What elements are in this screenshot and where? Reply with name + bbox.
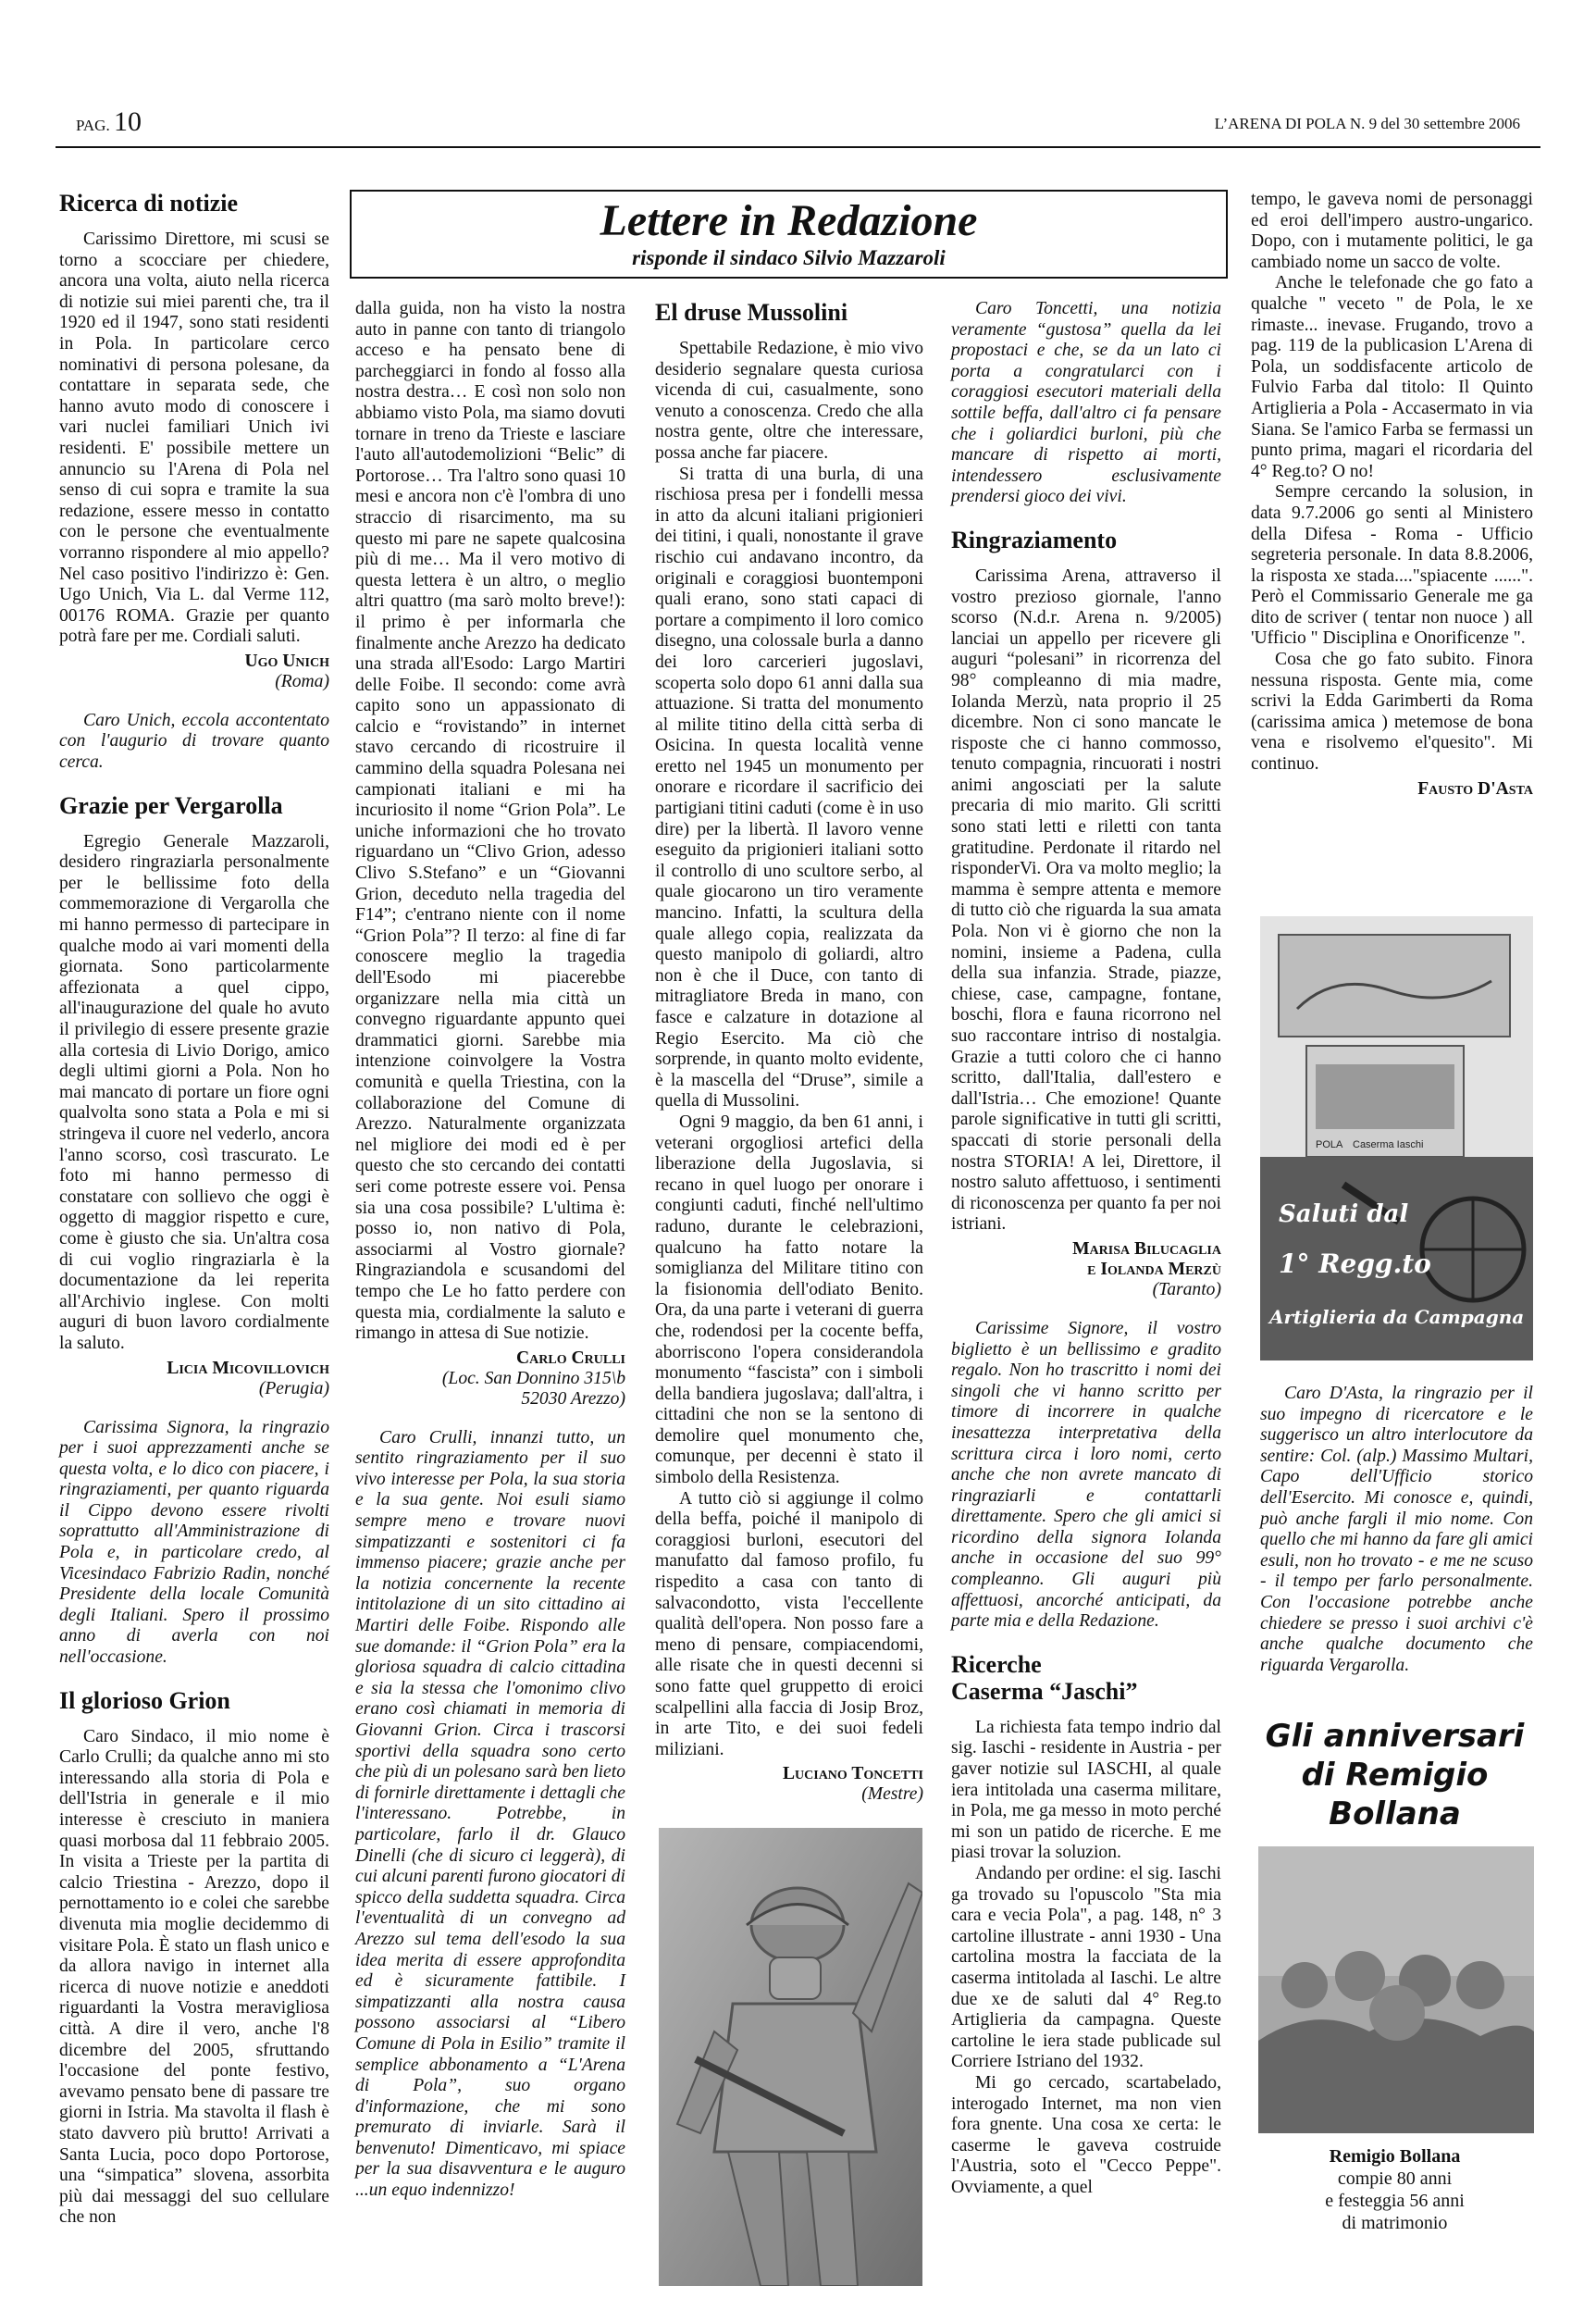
letter-text: Carissima Arena, attraverso il vostro prezioso giornale, l'anno scorso (N.d.r. Arena n. 9/2005) lanciai un appello per ricevere gli auguri “polesani” in ricorrenza del 98° compleanno di mia madre, Iolanda Merzù, nata proprio il 25 dicembre. Non ci sono mancate le risposte che ci hanno commosso, tenuto compagnia, rincuorati i nostri animi angosciati per la salute precaria di mio marito. Gli scritti sono stati letti e riletti con tanta gratitudine. Perdonate il ritardo nel risponderVi. Ora va molto meglio; la mamma è sempre attenta e memore di tutto ciò che riguarda la sua amata Pola. Non vi è giorno che non la nomini, insieme a Padena, culla della sua infanzia. Strade, piazze, chiese, case, campagne, fontane, boschi, flora e fauna ricorrono nel suo raccontare intriso di nostalgia. Grazie a tutti coloro che ci hanno scritto, dall'Italia, dall'estero e dall'Istria… Che emozione! Quante parole significative in tutti gli scritti, spaccati di storie personali della nostra STORIA! A lei, Direttore, il nostro saluto affettuoso, i sentimenti di riconoscenza per quanto fa per noi istriani.	[951, 565, 1221, 1235]
letter-text: Egregio Generale Mazzaroli, desidero ringraziarla personalmente per le bellissime foto della commemorazione di Vergarolla che mi hanno permesso di partecipare in qualche modo ai vari momenti della giornata. Sono particolarmente affezionata a quel cippo, all'inaugurazione del quale ho avuto il privilegio di essere presente grazie alla cortesia di Livio Dorigo, amico degli ultimi giorni a Pola. Non ho mai mancato di portare un fiore ogni qualvolta sono stata a Pola e mi si stringeva il cuore nel vederlo, ancora l'anno scorso, così trascurato. Le foto mi hanno permesso di constatare con sollievo che oggi è oggetto di maggior rispetto e cure, come è giusto che sia. Un'altra cosa di cui voglio ringraziarla è la documentazione da lei reperita all'Archivio inglese. Con molti auguri di buon lavoro cordialmente la saluto.	[59, 831, 329, 1353]
caption-line: e festeggia 56 anni	[1325, 2191, 1465, 2211]
letter-signature	[59, 1359, 329, 1399]
letter-signature	[655, 1764, 923, 1805]
page-number-value: 10	[113, 106, 142, 137]
statue-photo	[659, 1828, 922, 2286]
postcard-caserma-label: Caserma Iaschi	[1353, 1139, 1424, 1150]
signature-place: (Roma)	[275, 671, 329, 691]
signature-place: (Mestre)	[861, 1784, 923, 1805]
letter-text: Sempre cercando la solusion, in data 9.7.2006 go senti al Ministero della Difesa - Roma - Ufficio segreteria personale. In data 8.8.2006, la risposta xe stada...."spiacente ......". Però el Commissario Generale me ga dito de scriver ( tentar non nuoce ) all 'Ufficio " Disciplina e Onorificenze ".	[1251, 482, 1533, 649]
article-heading: Il glorioso Grion	[59, 1686, 230, 1714]
postcard-saluti: Saluti dal	[1279, 1200, 1409, 1228]
letter-text: A tutto ciò si aggiunge il colmo della beffa, poiché il manipolo di coraggiosi burloni, esecutori del manufatto dal famoso profilo, fu rispedito a casa con tanto di salvacondotto, vista l'eccellente qualità dell'opera. Non posso fare a meno di pensare, compiacendomi, alle risate che in questi decenni si sono fatte quel gruppetto di eroici scalpellini alla faccia di Josip Broz, in arte Tito, e dei suoi fedeli miliziani.	[655, 1488, 923, 1759]
heading-line: Ricerche	[951, 1650, 1042, 1678]
anniversary-title: Gli anniversari di Remigio Bollana	[1265, 1718, 1525, 1832]
header-rule	[56, 146, 1540, 148]
column-5	[1251, 190, 1533, 800]
column-4	[951, 299, 1221, 2199]
section-banner	[350, 190, 1228, 279]
letter-signature	[355, 1348, 625, 1410]
signature-name: Marisa Bilucaglia	[1072, 1238, 1221, 1259]
editor-reply: Caro D'Asta, la ringrazio per il suo impegno di ricercatore e le suggerisco un altro interlocutore da sentire: Col. (alp.) Massimo Multari, Capo dell'Ufficio storico dell'Esercito. Mi conosce e, quindi, può anche fargli il mio nome. Con quello che mi hanno da fare gli amici esuli, non ho trovato - e me ne scuso - il tempo per farlo personalmente. Con l'occasione potrebbe anche chiedere se presso i suoi archivi c'è anche qualche documento che riguarda Vergarolla.	[1260, 1384, 1533, 1675]
article-heading: Grazie per Vergarolla	[59, 791, 283, 819]
caption-line: compie 80 anni	[1337, 2168, 1453, 2189]
signature-place: (Taranto)	[1152, 1279, 1221, 1299]
bollana-photo	[1258, 1846, 1534, 2133]
signature-name: Luciano Toncetti	[782, 1764, 923, 1784]
letter-text: Anche le telefonade che go fato a qualche " veceto " de Pola, le xe rimaste... inevase. Frugando, trovo a pag. 119 de la publicasion L'Arena di Pola, un soddisfacente articolo de Fulvio Farba dal titolo: Il Quinto Artiglieria a Pola - Accasermato in via Siana. Se l'amico Farba se fermassi un punto prima, magari el ricordaria del 4° Reg.to? O no!	[1251, 273, 1533, 481]
postcard-reply-block	[1260, 1384, 1533, 1676]
heading-line: Caserma “Jaschi”	[951, 1677, 1138, 1705]
postcard-artiglieria: Artiglieria da Campagna	[1269, 1306, 1525, 1328]
page-number	[76, 106, 142, 138]
signature-name: Licia Micovillovich	[167, 1358, 329, 1378]
caption-line: di matrimonio	[1342, 2213, 1448, 2233]
letter-signature	[951, 1239, 1221, 1300]
letter-signature	[1251, 779, 1533, 800]
postcard-reggimento: 1° Regg.to	[1279, 1248, 1431, 1279]
signature-name: e Iolanda Merzù	[1087, 1259, 1221, 1279]
letter-text: Mi go cercado, scartabelado, interogado Internet, ma non vien fora gnente. Una cosa xe certa: le caserme le gaveva costruide l'Austria, soto el "Cecco Peppe". Ovviamente, a quel	[951, 2072, 1221, 2197]
page-prefix: PAG.	[76, 117, 110, 134]
postcard-image	[1260, 916, 1533, 1360]
section-title: Lettere in Redazione	[600, 196, 978, 245]
signature-address: 52030 Arezzo)	[521, 1388, 625, 1409]
publication-info: L’ARENA DI POLA N. 9 del 30 settembre 2006	[1214, 115, 1520, 132]
column-2	[355, 299, 625, 2202]
caption-name: Remigio Bollana	[1329, 2146, 1461, 2167]
editor-reply: Carissima Signora, la ringrazio per i suoi apprezzamenti anche se questa volta, e lo dico con piacere, i ringraziamenti, per quanto riguarda il Cippo devono essere rivolti soprattutto all'Amministrazione di Pola e, in particolare credo, al Vicesindaco Fabrizio Radin, nonché Presidente della locale Comunità degli Italiani. Spero il prossimo anno di averla con noi nell'occasione.	[59, 1417, 329, 1668]
letter-text: La richiesta fata tempo indrio dal sig. Iaschi - residente in Austria - per gaver notizie sul IASCHI, al quale iera intitolada una caserma militare, in Pola, me ga messo in moto perché mi son un patido de ricerche. E me piasi trovar la soluzion.	[951, 1717, 1221, 1863]
letter-text: tempo, le gaveva nomi de personaggi ed eroi dell'impero austro-ungarico. Dopo, con i mutamente politici, le ga cambiado nome un sacco de volte.	[1251, 190, 1533, 272]
column-1	[59, 190, 329, 2229]
postcard-artwork	[1260, 916, 1533, 1360]
signature-name: Fausto D'Asta	[1417, 778, 1533, 799]
article-heading: Ringraziamento	[951, 526, 1118, 553]
column-3	[655, 299, 923, 1805]
group-photo	[1258, 1846, 1534, 2133]
postcard-pola-label: POLA	[1316, 1139, 1343, 1150]
section-subtitle: risponde il sindaco Silvio Mazzaroli	[632, 246, 946, 269]
letter-text: Si tratta di una burla, di una rischiosa presa per i fondelli messa in atto da alcuni italiani prigionieri dei titini, i quali, nonostante il grave rischio cui andavano incontro, da originali e coraggiosi buontemponi quali erano, sono stati capaci di portare a compimento il loro comico disegno, una colossale burla a danno dei loro carcerieri jugoslavi, scoperta solo dopo 61 anni dalla sua attuazione. Si tratta del monumento al milite titino della città serba di Osicina. In questa località venne eretto nel 1945 un monumento per onorare e ricordare il sacrificio dei partigiani titini caduti (come è in uso dire) per la libertà. Il lavoro venne eseguito da prigionieri italiani sotto il controllo di uno scultore serbo, al quale giocarono un tiro veramente mancino. Infatti, la scultura della quale allego copia, realizzata da questo manipolo di goliardi, altro non è che il Duce, con tanto di mitragliatore Breda in mano, con fasce e calzature in dotazione al Regio Esercito. Ma ciò che sorprende, in quanto molto evidente, è la mascella del “Druse”, simile a quella di Mussolini.	[655, 464, 923, 1112]
editor-reply: Caro Toncetti, una notizia veramente “gustosa” quella da lei propostaci e che, se da un lato ci porta a congratularci con i coraggiosi esecutori materiali della sottile beffa, dall'altro ci fa pensare che i goliardici burloni, più che mancare di rispetto ai morti, intendessero esclusivamente prendersi gioco dei vivi.	[951, 299, 1221, 507]
letter-text: Andando per ordine: el sig. Iaschi ga trovado su l'opuscolo "Sta mia cara e vecia Pola", a pag. 148, n° 3 cartoline illustrate - anni 1930 - Una cartolina mostra la facciata de la caserma intitolada al Iaschi. Le altre due xe de saluti dal 4° Reg.to Artiglieria da campagna. Queste cartoline le iera stade publicade sul Corriere Istriano del 1932.	[951, 1864, 1221, 2072]
article-heading	[951, 1651, 1221, 1705]
photo-caption	[1254, 2145, 1536, 2234]
letter-signature	[59, 652, 329, 692]
letter-text: Caro Sindaco, il mio nome è Carlo Crulli; da qualche anno mi sto interessando alla storia di Pola e dell'Istria in generale e il mio interesse è cresciuto in maniera quasi morbosa dal 11 febbraio 2005. In visita a Trieste per la partita di calcio Triestina - Arezzo, dopo il pernottamento io e colei che sarebbe divenuta mia moglie decidemmo di visitare Pola. È stato un flash unico e da allora navigo in internet alla ricerca di nuove notizie e aneddoti riguardanti la Vostra meravigliosa città. A dire il vero, anche l'8 dicembre del 2005, sfruttando l'occasione del ponte festivo, avevamo pensato bene di passare tre giorni in Istria. Ma stavolta il flash è stato davvero più brutto! Arrivati a Santa Lucia, poco dopo Portorose, una “simpatica” slovena, assorbita più dai messaggi del suo cellulare che non	[59, 1726, 329, 2228]
letter-text: Cosa che go fato subito. Finora nessuna risposta. Gente mia, come scrivi la Edda Garimberti da Roma (carissima amica ) metemose de bona vena e risolvemo el'quesito". Mi continuo.	[1251, 650, 1533, 775]
signature-name: Ugo Unich	[244, 651, 329, 671]
editor-reply: Caro Crulli, innanzi tutto, un sentito ringraziamento per il suo vivo interesse per Pola, la sua storia e la sua gente. Noi esuli siamo sempre meno e trovare nuovi simpatizzanti e sostenitori ci fa immenso piacere; grazie anche per la notizia concernente la recente intitolazione di un sito cittadino ai Martiri delle Foibe. Rispondo alle sue domande: il “Grion Pola” era la gloriosa squadra di calcio cittadina e sia la stessa che l'omonimo clivo erano così chiamati in memoria di Giovanni Grion. Circa i trascorsi sportivi della squadra sono certo che più di un polesano sarà ben lieto di fornirle direttamente i dettagli che l'interessano. Potrebbe, in particolare, farlo il dr. Glauco Dinelli (che di sicuro ci leggerà), di cui alcuni parenti furono giocatori di spicco della suddetta squadra. Circa l'eventualità di un convegno ad Arezzo sul tema dell'esodo la sua idea merita di essere approfondita ed è sicuramente fattibile. I simpatizzanti alla nostra causa possono associarsi al “Libero Comune di Pola in Esilio” tramite il semplice abbonamento a “L'Arena di Pola”, suo organo d'informazione, che mi sono premurato di inviarle. Sarà il benvenuto! Dimenticavo, mi spiace per la sua disavventura e le auguro ...un equo indennizzo!	[355, 1427, 625, 2201]
editor-reply: Carissime Signore, il vostro biglietto è un bellissimo e gradito regalo. Non ho trascritto i nomi dei singoli che vi hanno scritto per timore di incorrere in qualche inesattezza interpretativa della scrittura circa i loro nomi, certo anche che non avrete mancato di ringraziarli e contattarli direttamente. Spero che gli amici si ricordino della signora Iolanda anche in occasione del suo 99° compleanno. Gli auguri più affettuosi, ancorché anticipati, da parte mia e della Redazione.	[951, 1318, 1221, 1632]
letter-text: dalla guida, non ha visto la nostra auto in panne con tanto di triangolo acceso e ha pensato bene di parcheggiarci in fondo al fosso alla nostra destra… E così non solo non abbiamo visto Pola, ma siamo dovuti tornare in treno da Trieste e lasciare l'auto all'autodemolizioni “Belic” di Portorose… Tra l'altro sono quasi 10 mesi e ancora non c'è l'ombra di uno straccio di risarcimento, ma su questo mi pare ne sapete qualcosina più di me… Ma il vero motivo di questa lettera è un altro, o meglio altri quattro (ma sarò molto breve!): il primo è per informarla che finalmente anche Arezzo ha dedicato una strada all'Esodo: Largo Martiri delle Foibe. Il secondo: come avrà capito sono un appassionato di calcio e “rovistando” in internet stavo cercando di ricostruire il cammino della squadra Polesana nei campionati italiani e mi ha incuriosito il nome “Grion Pola”. Le uniche informazioni che ho trovato riguardano un “Clivo Grion, adesso Clivo S.Stefano” e un “Giovanni Grion, deceduto nella tragedia del F14”; c'entrano niente con il nome “Grion Pola”? Il terzo: al fine di far conoscere meglio la tragedia dell'Esodo mi piacerebbe organizzare nella mia città un convegno riguardante appunto quei drammatici giorni. Sarebbe mia intenzione coinvolgere la Vostra comunità e quella Triestina, con la collaborazione del Comune di Arezzo. Naturalmente organizzata nel migliore dei modi ed è per questo che sto cercando dei contatti seri come potreste essere voi. Pensa sia una cosa possibile? L'ultima è: posso io, non nativo di Pola, associarmi al Vostro giornale? Ringraziandola e scusandomi del tempo che Le ho fatto perdere con questa mia, cordialmente la saluto e rimango in attesa di Sue notizie.	[355, 299, 625, 1344]
letter-text: Ogni 9 maggio, da ben 61 anni, i veterani orgogliosi artefici della liberazione della Jugoslavia, si recano in quel luogo per onorare i congiunti caduti, finché nell'ultimo raduno, durante le celebrazioni, qualcuno ha fatto notare la somiglianza del Militare titino con la fisionomia dell'odiato Benito. Ora, da una parte i veterani di guerra che, rodendosi per la cocente beffa, aborriscono l'opera considerandola monumento “fascista” con i simboli della bandiera jugoslava; dall'altra, i cittadini che non se la sentono di demolire quel monumento che, comunque, per decenni è stato il simbolo della Resistenza.	[655, 1112, 923, 1488]
article-heading: El druse Mussolini	[655, 299, 848, 326]
letter-text: Spettabile Redazione, è mio vivo desiderio segnalare questa curiosa vicenda di cui, casualmente, sono venuto a conoscenza. Credo che alla nostra gente, oltre che interessare, possa anche far piacere.	[655, 339, 923, 463]
statue-relief-image	[659, 1828, 922, 2286]
signature-name: Carlo Crulli	[516, 1348, 625, 1368]
signature-place: (Perugia)	[258, 1378, 329, 1398]
signature-address: (Loc. San Donnino 315\b	[441, 1368, 625, 1388]
letter-text: Carissimo Direttore, mi scusi se torno a scocciare per chiedere, ancora una volta, aiuto nella ricerca di notizie sui miei parenti che, tra il 1920 ed il 1947, sono stati residenti in Pola. In particolare cerco nominativi di persona polesane, da contattare in separata sede, che hanno avuto modo di conoscere i vari nuclei familiari Unich ivi residenti. E' possibile mettere un annuncio su l'Arena di Pola nel senso di cui sopra e tramite la sua redazione, essere messo in contatto con le persone che eventualmente vorranno rispondere al mio appello? Nel caso positivo l'indirizzo è: Gen. Ugo Unich, Via L. dal Verme 112, 00176 ROMA. Grazie per quanto potrà fare per me. Cordiali saluti.	[59, 230, 329, 647]
article-heading: Ricerca di notizie	[59, 190, 239, 217]
editor-reply: Caro Unich, eccola accontentato con l'augurio di trovare quanto cerca.	[59, 710, 329, 773]
